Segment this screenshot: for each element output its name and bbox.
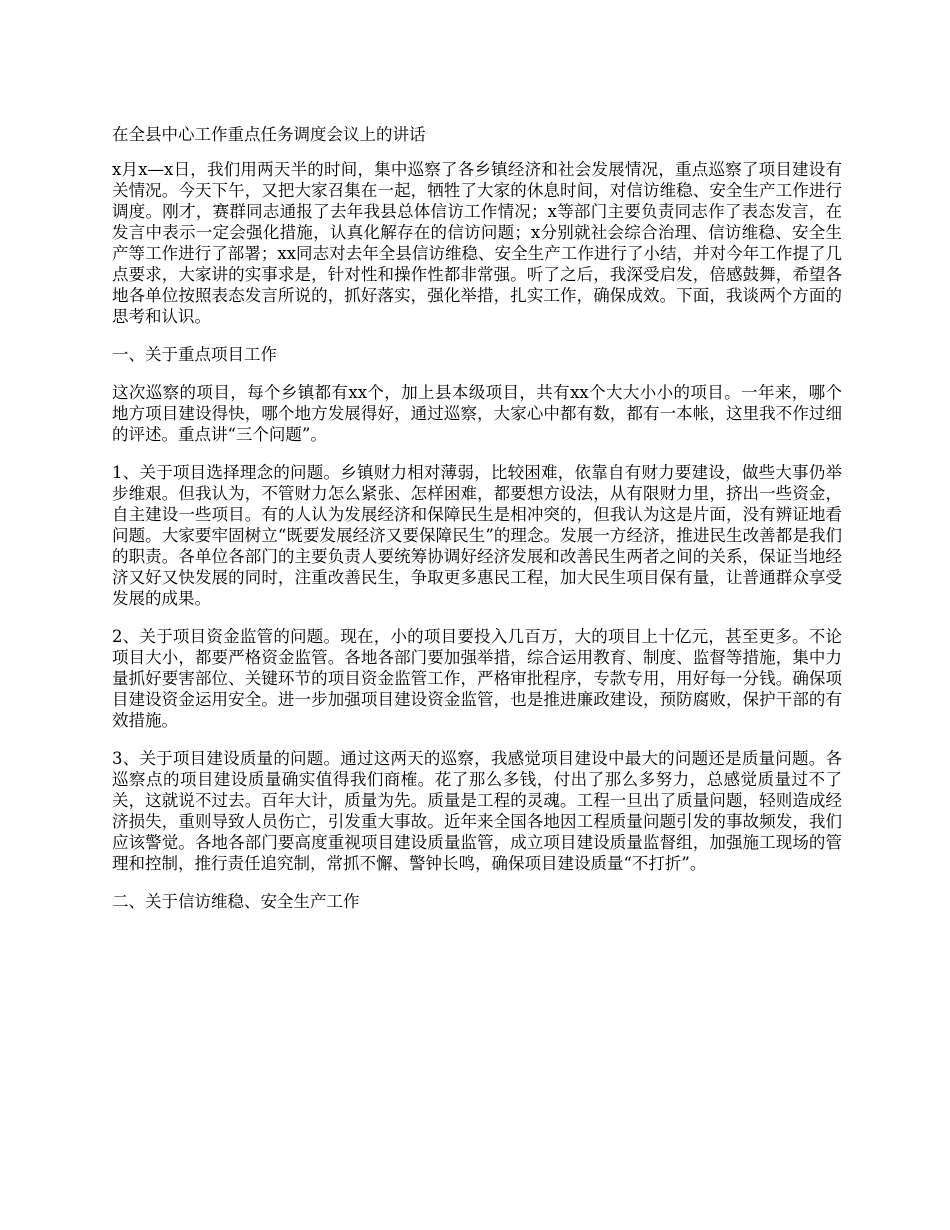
intro-paragraph: x月x—x日，我们用两天半的时间，集中巡察了各乡镇经济和社会发展情况，重点巡察了项目建设有关情况。今天下午，又把大家召集在一起，牺牲了大家的休息时间，对信访维稳、安全生产工作进行调度。刚才，赛群同志通报了去年我县总体信访工作情况；x等部门主要负责同志作了表态发言，在发言中表示一定会强化措施，认真化解存在的信访问题；x分别就社会综合治理、信访维稳、安全生产等工作进行了部署；xx同志对去年全县信访维稳、安全生产工作进行了小结，并对今年工作提了几点要求，大家讲的实事求是，针对性和操作性都非常强。听了之后，我深受启发，倍感鼓舞，希望各地各单位按照表态发言所说的，抓好落实，强化举措，扎实工作，确保成效。下面，我谈两个方面的思考和认识。: [112, 160, 842, 326]
document-title: 在全县中心工作重点任务调度会议上的讲话: [112, 125, 426, 144]
section-heading-petition-safety: 二、关于信访维稳、安全生产工作: [112, 892, 360, 911]
point-2-paragraph: 2、关于项目资金监管的问题。现在，小的项目要投入几百万，大的项目上十亿元，甚至更多。不论项目大小，都要严格资金监管。各地各部门要加强举措，综合运用教育、制度、监督等措施，集中力量抓好要害部位、关键环节的项目资金监管工作，严格审批程序，专款专用，用好每一分钱。确保项目建设资金运用安全。进一步加强项目建设资金监管，也是推进廉政建设，预防腐败，保护干部的有效措施。: [112, 627, 842, 730]
document-page: [112, 124, 842, 929]
point-1-paragraph: 1、关于项目选择理念的问题。乡镇财力相对薄弱，比较困难，依靠自有财力要建设，做些大事仍举步维艰。但我认为，不管财力怎么紧张、怎样困难，都要想方设法，从有限财力里，挤出一些资金，自主建设一些项目。有的人认为发展经济和保障民生是相冲突的，但我认为这是片面，没有辨证地看问题。大家要牢固树立“既要发展经济又要保障民生”的理念。发展一方经济，推进民生改善都是我们的职责。各单位各部门的主要负责人要统筹协调好经济发展和改善民生两者之间的关系，保证当地经济又好又快发展的同时，注重改善民生，争取更多惠民工程，加大民生项目保有量，让普通群众享受发展的成果。: [112, 463, 842, 608]
section1-intro-paragraph: 这次巡察的项目，每个乡镇都有xx个，加上县本级项目，共有xx个大大小小的项目。一年来，哪个地方项目建设得快，哪个地方发展得好，通过巡察，大家心中都有数，都有一本帐，这里我不作过细的评述。重点讲“三个问题”。: [112, 383, 842, 444]
section-heading-key-projects: 一、关于重点项目工作: [112, 345, 277, 364]
point-3-paragraph: 3、关于项目建设质量的问题。通过这两天的巡察，我感觉项目建设中最大的问题还是质量问题。各巡察点的项目建设质量确实值得我们商榷。花了那么多钱，付出了那么多努力，总感觉质量过不了关，这就说不过去。百年大计，质量为先。质量是工程的灵魂。工程一旦出了质量问题，轻则造成经济损失，重则导致人员伤亡，引发重大事故。近年来全国各地因工程质量问题引发的事故频发，我们应该警觉。各地各部门要高度重视项目建设质量监管，成立项目建设质量监督组，加强施工现场的管理和控制，推行责任追究制，常抓不懈、警钟长鸣，确保项目建设质量“不打折”。: [112, 749, 842, 873]
